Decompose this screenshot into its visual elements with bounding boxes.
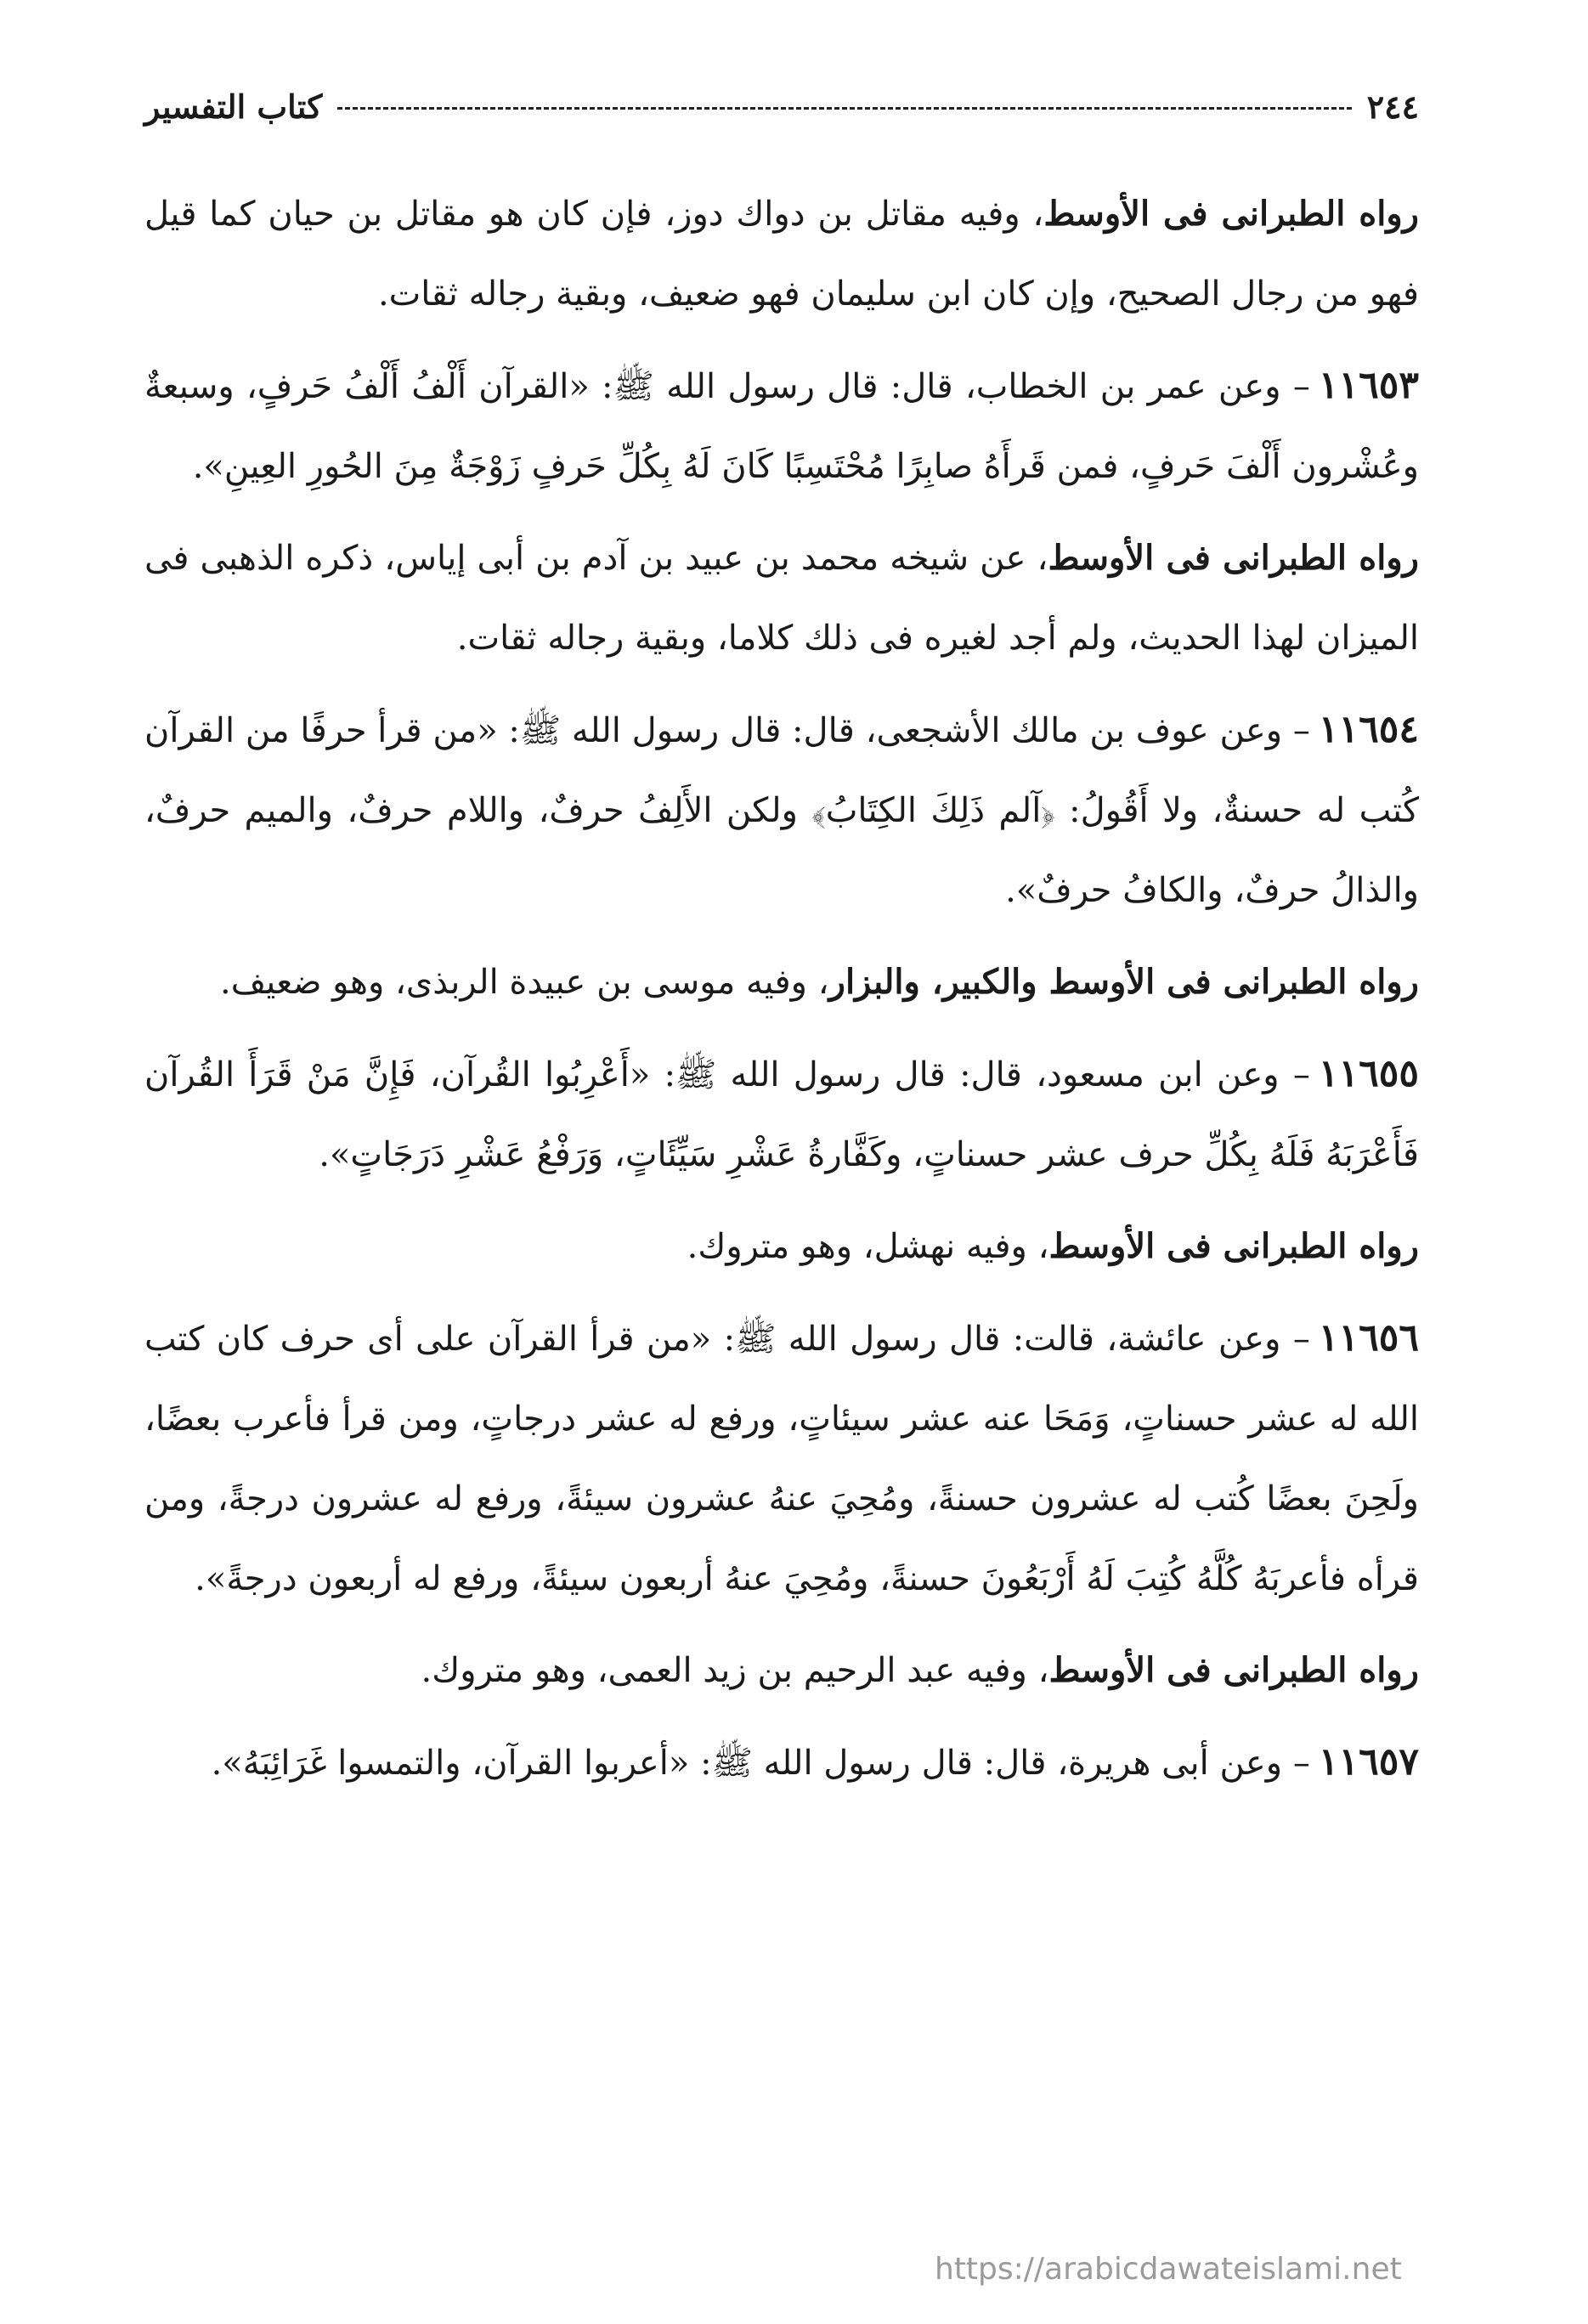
source-lead: رواه الطبرانى فى الأوسط xyxy=(1048,1226,1419,1266)
hadith-number: ١١٦٥٥ xyxy=(1318,1052,1419,1095)
book-title: كتاب التفسير xyxy=(144,87,323,126)
source-text: ، وفيه مقاتل بن دواك دوز، فإن كان هو مقاتل بن حيان كما قيل فهو من رجال الصحيح، وإن كان ابن سليمان فهو ضعيف، وبقية رجاله ثقات. xyxy=(144,195,1419,314)
hadith-entry xyxy=(144,1298,1419,1619)
hadith-entry xyxy=(144,1034,1419,1195)
source-note xyxy=(144,1207,1419,1286)
watermark-url: https://arabicdawateislami.net xyxy=(935,2252,1402,2287)
source-note xyxy=(144,518,1419,678)
hadith-text: – وعن أبى هريرة، قال: قال رسول الله ﷺ: «أعربوا القرآن، والتمسوا غَرَائِبَهُ». xyxy=(211,1744,1310,1783)
hadith-text: – وعن عوف بن مالك الأشجعى، قال: قال رسول الله ﷺ: «من قرأ حرفًا من القرآن كُتب له حسنةٌ، ولا أَقُولُ: ﴿آلم ذَلِكَ الكِتَابُ﴾ ولكن الأَلِفُ حرفٌ، واللام حرفٌ، والميم حرفٌ، والذالُ حرفٌ، والكافُ حرفٌ». xyxy=(144,711,1419,910)
hadith-text: – وعن ابن مسعود، قال: قال رسول الله ﷺ: «أَعْرِبُوا القُرآن، فَإِنَّ مَنْ قَرَأَ القُرآن فَأَعْرَبَهُ فَلَهُ بِكُلِّ حرف عشر حسناتٍ، وكَفَّارةُ عَشْرِ سَيِّئَاتٍ، وَرَفْعُ عَشْرِ دَرَجَاتٍ». xyxy=(144,1055,1419,1174)
source-text: ، عن شيخه محمد بن عبيد بن آدم بن أبى إياس، ذكره الذهبى فى الميزان لهذا الحديث، ولم أجد لغيره فى ذلك كلاما، وبقية رجاله ثقات. xyxy=(144,539,1419,658)
page-number: ٢٤٤ xyxy=(1366,87,1419,126)
source-text: ، وفيه عبد الرحيم بن زيد العمى، وهو متروك. xyxy=(421,1651,1049,1690)
hadith-text: – وعن عمر بن الخطاب، قال: قال رسول الله ﷺ: «القرآن أَلْفُ أَلْفُ حَرفٍ، وسبعةٌ وعُشْرون أَلْفَ حَرفٍ، فمن قَرأَهُ صابِرًا مُحْتَسِبًا كَانَ لَهُ بِكُلِّ حَرفٍ زَوْجَةٌ مِنَ الحُورِ العِينِ». xyxy=(144,367,1419,486)
hadith-number: ١١٦٥٤ xyxy=(1318,708,1419,751)
source-lead: رواه الطبرانى فى الأوسط والكبير، والبزار xyxy=(828,962,1419,1002)
source-lead: رواه الطبرانى فى الأوسط xyxy=(1048,1650,1419,1690)
header-rule xyxy=(337,107,1351,110)
page-header xyxy=(144,81,1419,132)
page xyxy=(144,81,1419,1815)
hadith-number: ١١٦٥٣ xyxy=(1318,364,1419,407)
source-note xyxy=(144,1631,1419,1710)
source-note xyxy=(144,174,1419,334)
source-text: ، وفيه موسى بن عبيدة الربذى، وهو ضعيف. xyxy=(220,963,829,1002)
source-lead: رواه الطبرانى فى الأوسط xyxy=(1043,194,1419,234)
hadith-entry xyxy=(144,690,1419,930)
source-lead: رواه الطبرانى فى الأوسط xyxy=(1048,538,1419,578)
source-note xyxy=(144,942,1419,1022)
hadith-number: ١١٦٥٧ xyxy=(1318,1740,1419,1784)
hadith-number: ١١٦٥٦ xyxy=(1318,1316,1419,1360)
hadith-text: – وعن عائشة، قالت: قال رسول الله ﷺ: «من قرأ القرآن على أى حرف كان كتب الله له عشر حسناتٍ، وَمَحَا عنه عشر سيئاتٍ، ورفع له عشر درجاتٍ، ومن قرأ فأعرب بعضًا، ولَحِنَ بعضًا كُتب له عشرون حسنةً، ومُحِيَ عنهُ عشرون سيئةً، ورفع له عشرون درجةً، ومن قرأه فأعربَهُ كُلَّهُ كُتِبَ لَهُ أَرْبَعُونَ حسنةً، ومُحِيَ عنهُ أربعون سيئةً، ورفع له أربعون درجةً». xyxy=(144,1320,1419,1598)
hadith-entry xyxy=(144,1722,1419,1803)
source-text: ، وفيه نهشل، وهو متروك. xyxy=(687,1227,1049,1266)
hadith-entry xyxy=(144,346,1419,506)
